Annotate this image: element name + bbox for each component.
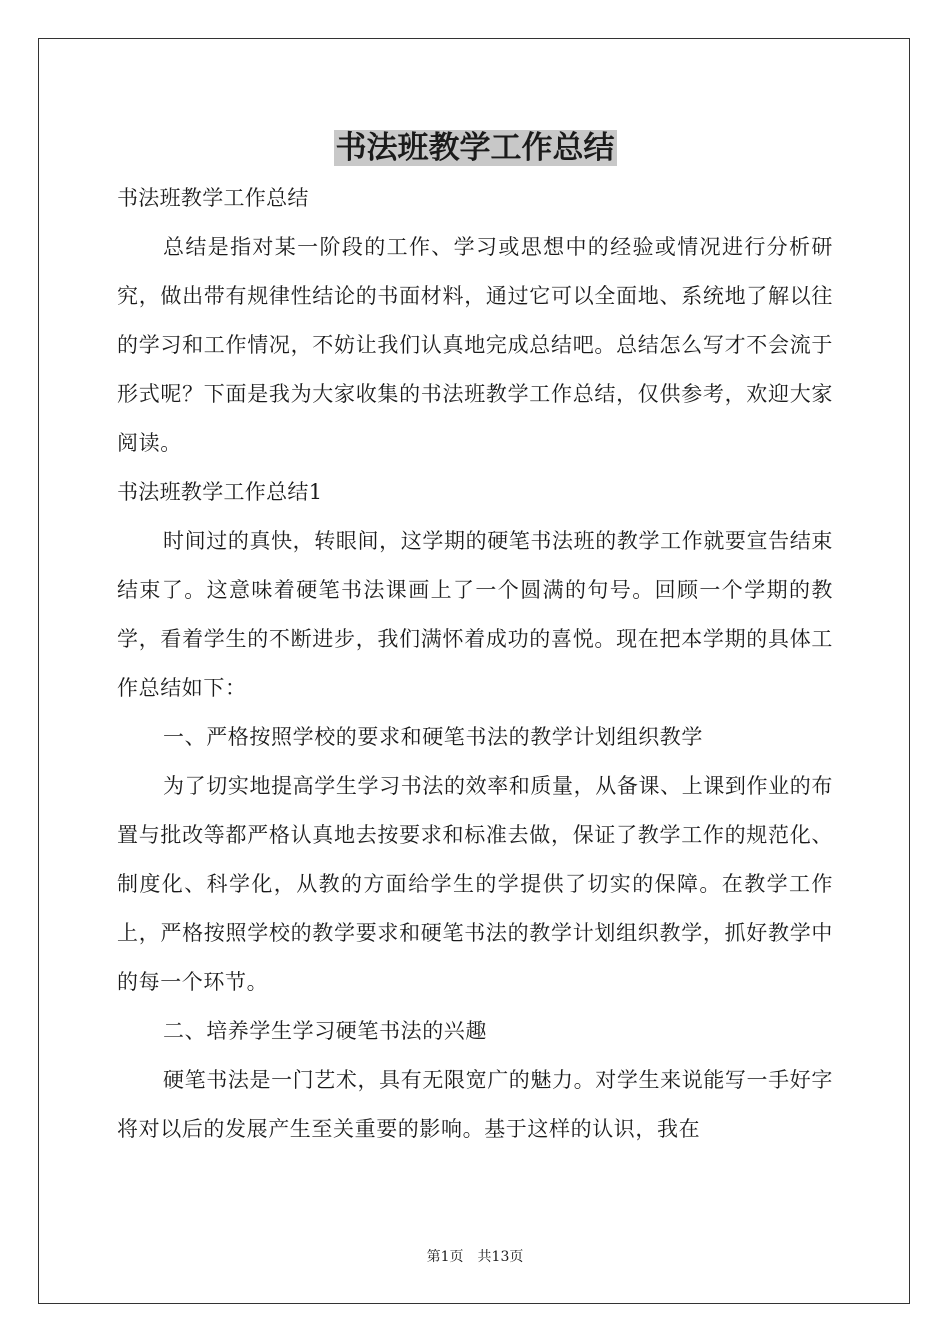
section-heading-1: 书法班教学工作总结1 (117, 480, 323, 504)
paragraph-subtitle: 书法班教学工作总结 (117, 186, 309, 210)
subheading-one: 一、严格按照学校的要求和硬笔书法的教学计划组织教学 (163, 725, 703, 749)
document-title (0, 128, 950, 168)
paragraph-interest: 硬笔书法是一门艺术，具有无限宽广的魅力。对学生来说能写一手好字将对以后的发展产生至关重要的影响。基于这样的认识，我在 (117, 1068, 833, 1141)
paragraph-intro: 总结是指对某一阶段的工作、学习或思想中的经验或情况进行分析研究，做出带有规律性结论的书面材料，通过它可以全面地、系统地了解以往的学习和工作情况，不妨让我们认真地完成总结吧。总结怎么写才不会流于形式呢？下面是我为大家收集的书法班教学工作总结，仅供参考，欢迎大家阅读。 (117, 235, 833, 455)
document-title-text: 书法班教学工作总结 (335, 130, 615, 166)
page-number: 第1页 (426, 1249, 464, 1265)
page-footer (0, 1248, 950, 1266)
paragraph-section1-opening: 时间过的真快，转眼间，这学期的硬笔书法班的教学工作就要宣告结束结束了。这意味着硬笔书法课画上了一个圆满的句号。回顾一个学期的教学，看着学生的不断进步，我们满怀着成功的喜悦。现在把本学期的具体工作总结如下： (117, 529, 833, 700)
document-body (117, 174, 833, 1154)
subheading-two: 二、培养学生学习硬笔书法的兴趣 (163, 1019, 487, 1043)
paragraph-teaching-plan: 为了切实地提高学生学习书法的效率和质量，从备课、上课到作业的布置与批改等都严格认真地去按要求和标准去做，保证了教学工作的规范化、制度化、科学化，从教的方面给学生的学提供了切实的保障。在教学工作上，严格按照学校的教学要求和硬笔书法的教学计划组织教学，抓好教学中的每一个环节。 (117, 774, 833, 994)
page-total: 共13页 (477, 1249, 524, 1265)
